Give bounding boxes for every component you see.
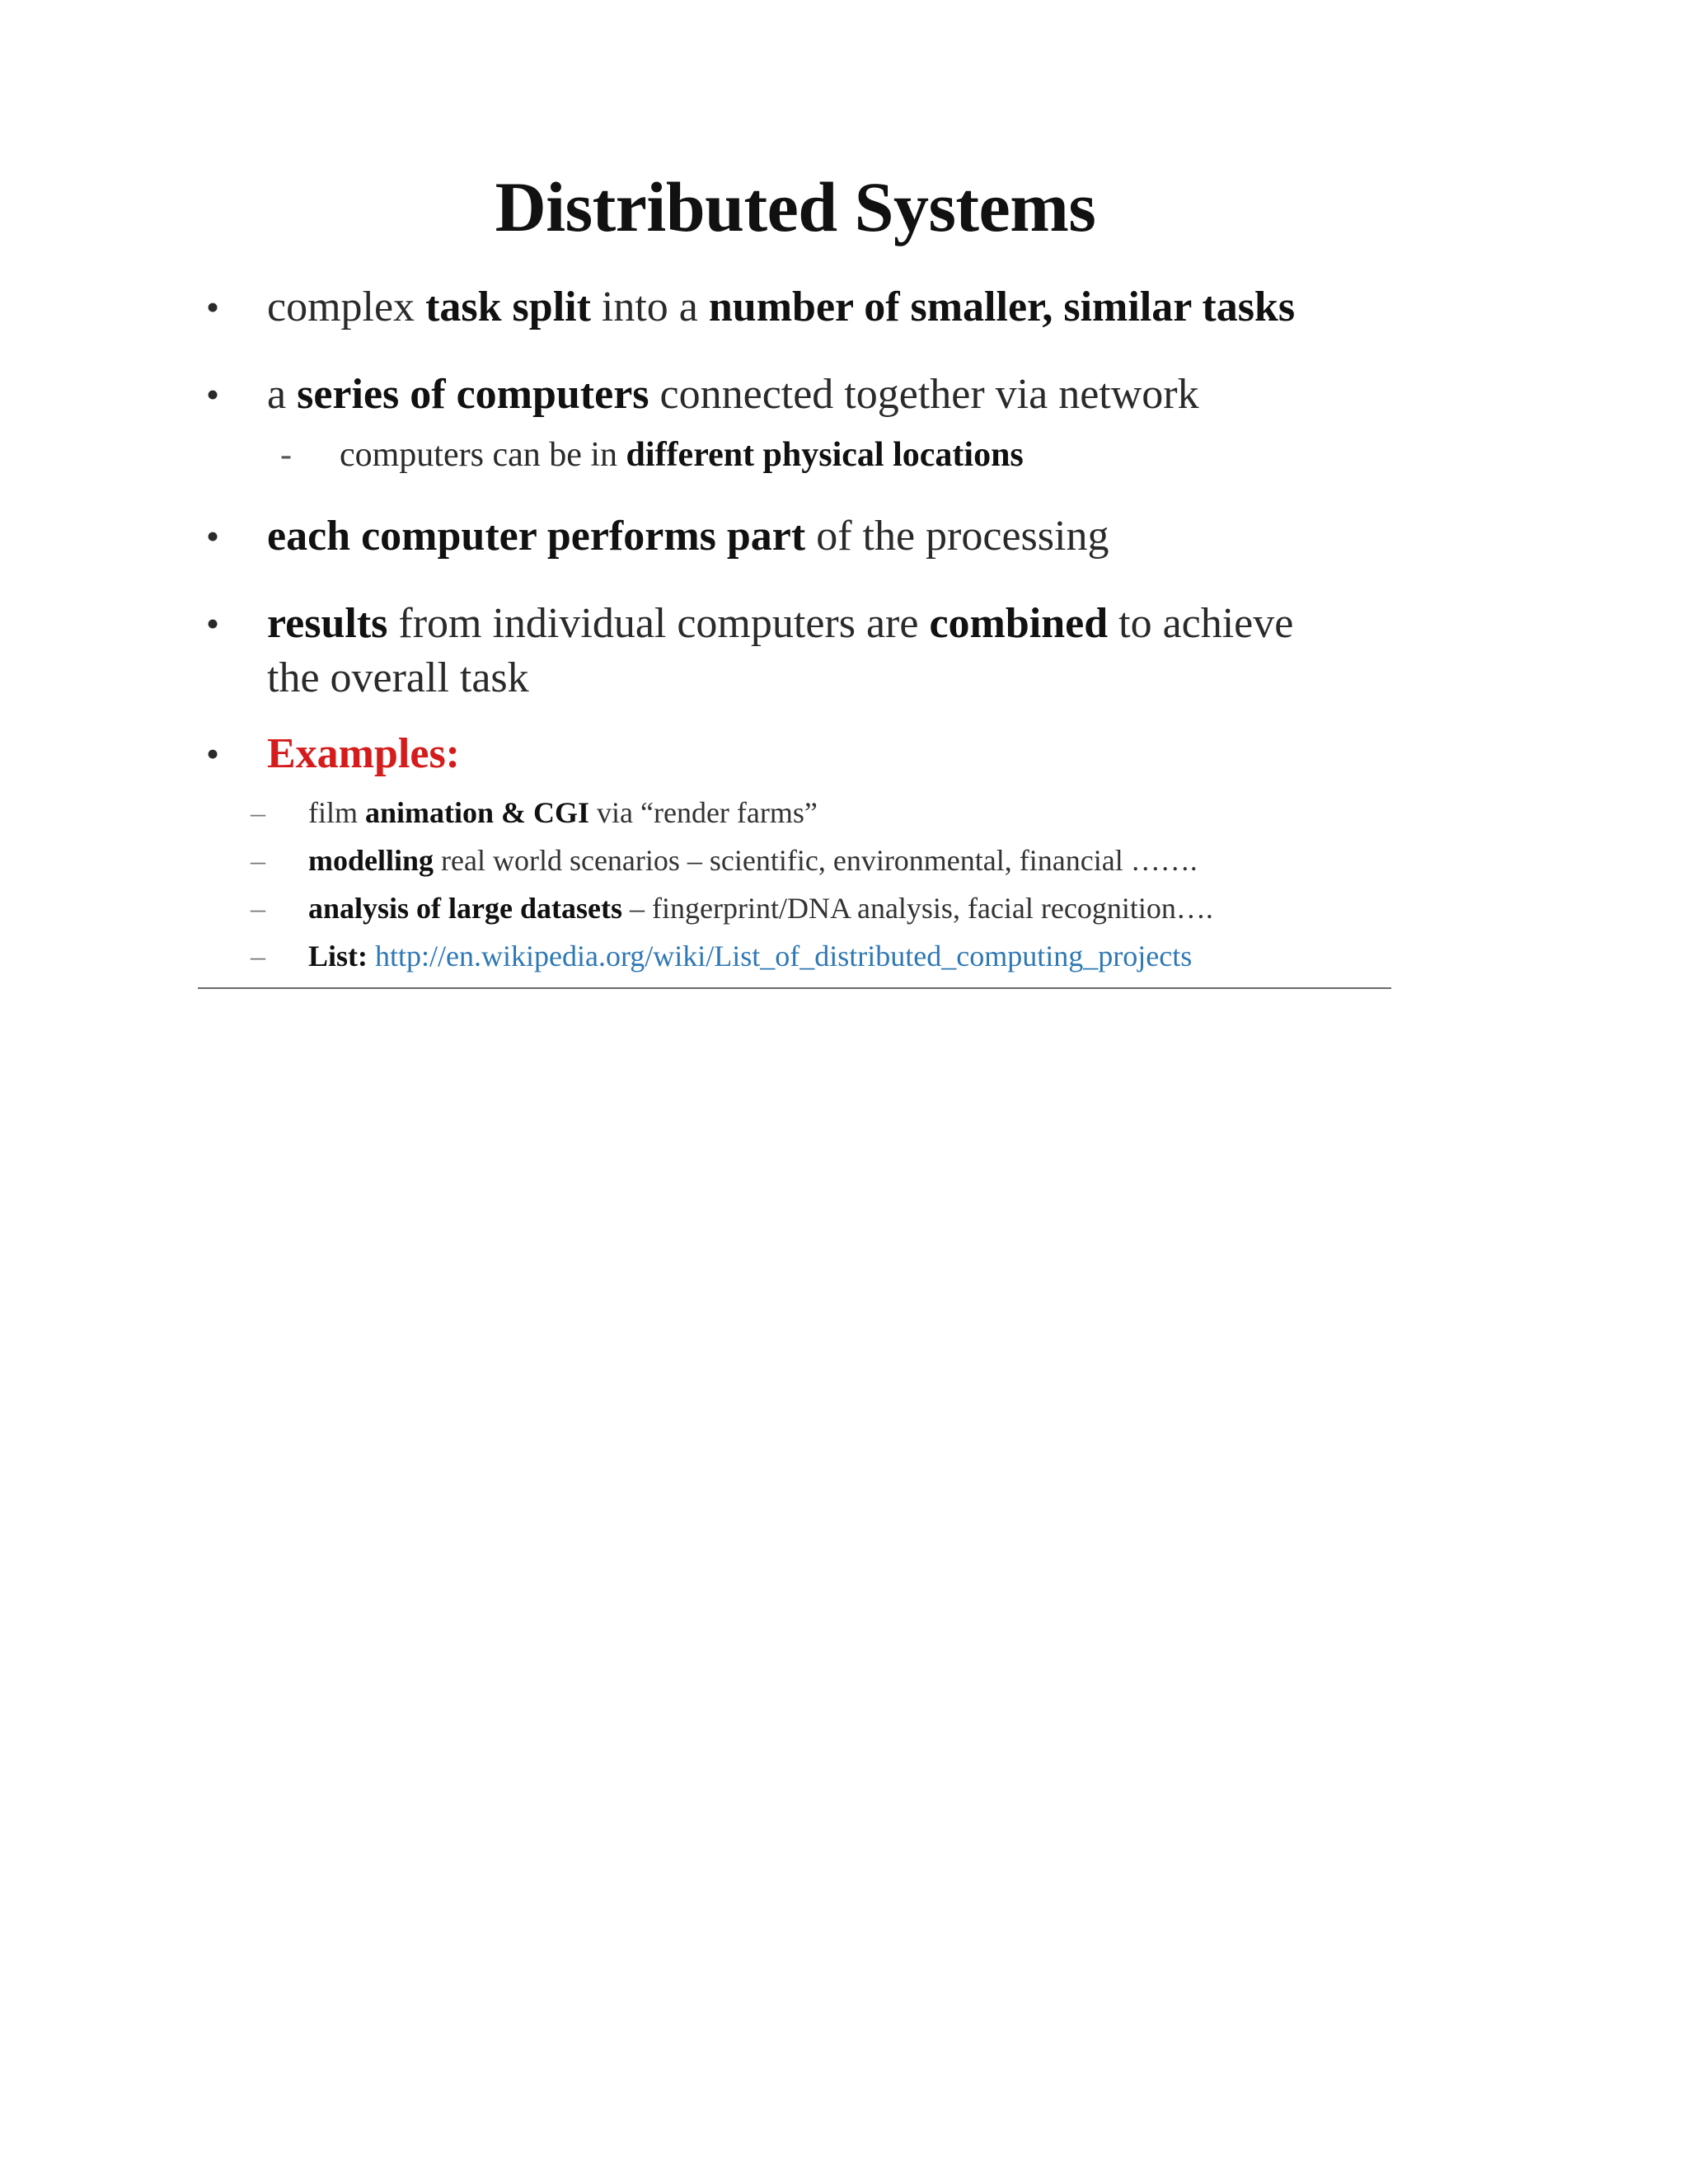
sub-bullet-text: computers can be in different physical locations — [340, 436, 1024, 474]
bullet-text: a series of computers connected together via network — [267, 371, 1199, 418]
examples-label: Examples: — [267, 730, 460, 777]
example-dash: – — [251, 844, 265, 877]
bullet-text: results from individual computers are combined to achieve the overall task — [267, 600, 1294, 701]
wikipedia-link[interactable]: http://en.wikipedia.org/wiki/List_of_distributed_computing_projects — [375, 940, 1193, 972]
bullet-text: complex task split into a number of smaller, similar tasks — [267, 284, 1296, 330]
example-dash: – — [251, 940, 265, 972]
example-dash: – — [251, 796, 265, 829]
slide-title: Distributed Systems — [495, 167, 1096, 246]
bullet-dot: • — [206, 286, 220, 328]
bullet-text: each computer performs part of the processing — [267, 513, 1109, 560]
example-dash: – — [251, 892, 265, 925]
sub-dash: - — [280, 436, 292, 474]
example-text: modelling real world scenarios – scientific, environmental, financial ……. — [308, 844, 1198, 877]
example-text: film animation & CGI via “render farms” — [308, 796, 818, 829]
bottom-divider — [198, 987, 1391, 989]
bullet-dot: • — [206, 373, 220, 415]
bullet-dot: • — [206, 733, 220, 775]
bullet-dot: • — [206, 602, 220, 644]
bullet-dot: • — [206, 515, 220, 557]
example-text: analysis of large datasets – fingerprint/DNA analysis, facial recognition…. — [308, 892, 1213, 925]
example-text: List: http://en.wikipedia.org/wiki/List_of_distributed_computing_projects — [308, 940, 1193, 972]
